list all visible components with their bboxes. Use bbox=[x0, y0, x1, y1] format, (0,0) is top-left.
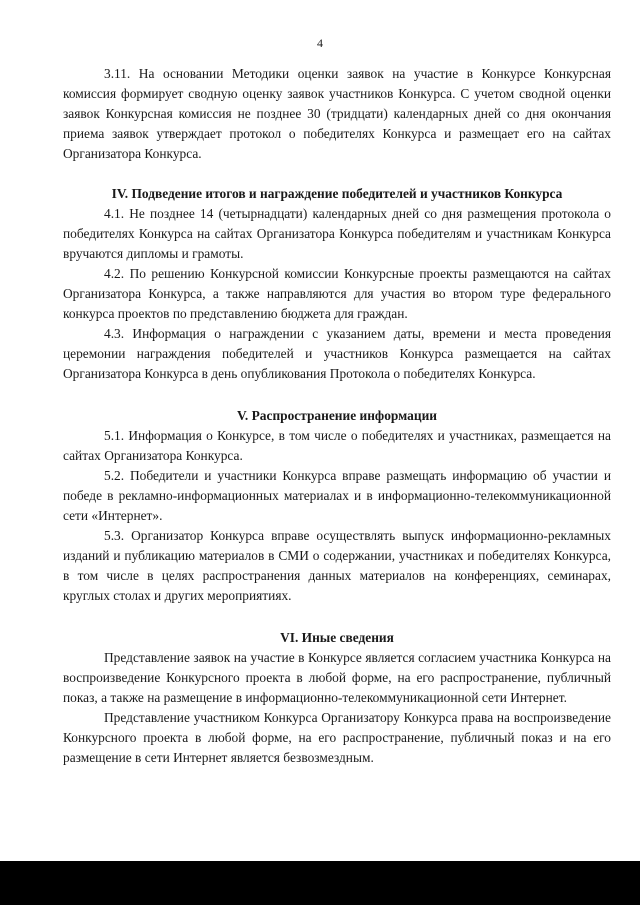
document-body bbox=[63, 64, 611, 768]
paragraph-4-2: 4.2. По решению Конкурсной комиссии Конкурсные проекты размещаются на сайтах Организатора Конкурса, а также направляются для участия во втором туре федерального конкурса проектов по представлению бюджета для граждан. bbox=[63, 266, 611, 321]
paragraph-3-11: 3.11. На основании Методики оценки заявок на участие в Конкурсе Конкурсная комиссия формирует сводную оценку заявок участников Конкурса. С учетом сводной оценки заявок Конкурсная комиссия не позднее 30 (тридцати) календарных дней со дня окончания приема заявок утверждает протокол о победителях Конкурса и размещает его на сайтах Организатора Конкурса. bbox=[63, 66, 611, 161]
section-4-title: IV. Подведение итогов и награждение победителей и участников Конкурса bbox=[111, 186, 563, 201]
paragraph-5-2: 5.2. Победители и участники Конкурса вправе размещать информацию об участии и победе в рекламно-информационных материалах и в информационно-телекоммуникационной сети «Интернет». bbox=[63, 468, 611, 523]
paragraph-6-1: Представление заявок на участие в Конкурсе является согласием участника Конкурса на воспроизведение Конкурсного проекта в любой форме, на его распространение, публичный показ, а также на размещение в информационно-телекоммуникационной сети Интернет. bbox=[63, 650, 611, 705]
section-6-title: VI. Иные сведения bbox=[280, 630, 394, 645]
scan-border-bar bbox=[0, 861, 640, 905]
page-number: 4 bbox=[317, 36, 323, 50]
paragraph-4-3: 4.3. Информация о награждении с указанием даты, времени и места проведения церемонии награждения победителей и участников Конкурса размещается на сайтах Организатора Конкурса в день опубликования Протокола о победителях Конкурса. bbox=[63, 326, 611, 381]
paragraph-5-1: 5.1. Информация о Конкурсе, в том числе о победителях и участниках, размещается на сайтах Организатора Конкурса. bbox=[63, 428, 611, 463]
paragraph-6-2: Представление участником Конкурса Организатору Конкурса права на воспроизведение Конкурсного проекта в любой форме, на его распространение, публичный показ и на его размещение в сети Интернет является безвозмездным. bbox=[63, 710, 611, 765]
paragraph-4-1: 4.1. Не позднее 14 (четырнадцати) календарных дней со дня размещения протокола о победителях Конкурса на сайтах Организатора Конкурса победителям и участникам Конкурса вручаются дипломы и грамоты. bbox=[63, 206, 611, 261]
paragraph-5-3: 5.3. Организатор Конкурса вправе осуществлять выпуск информационно-рекламных изданий и публикацию материалов в СМИ о содержании, участниках и победителях Конкурса, в том числе в целях распространения данных материалов на конференциях, семинарах, круглых столах и других мероприятиях. bbox=[63, 528, 611, 603]
section-5-title: V. Распространение информации bbox=[236, 408, 438, 423]
